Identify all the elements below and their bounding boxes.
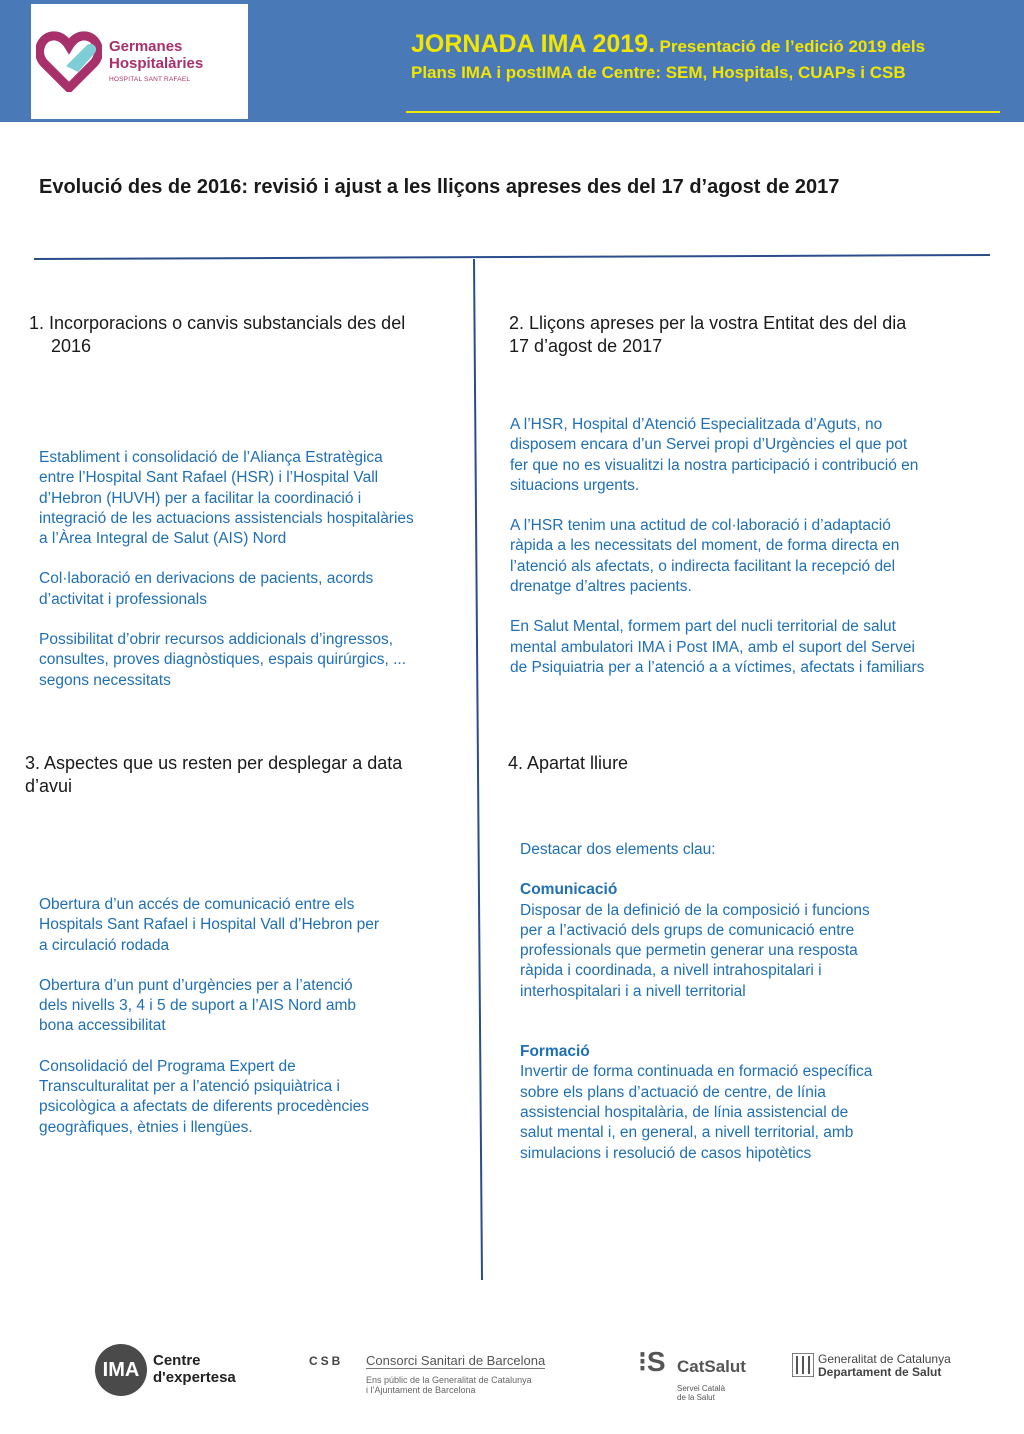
s4-intro: Destacar dos elements clau: — [520, 841, 716, 858]
csb-logo: CSB — [309, 1354, 344, 1368]
s4-comunicacio: Comunicació Disposar de la definició de la composició i funcions per a l’activació dels grups de comunicació entre professionals que permetin generar una resposta ràpida i coordinada, a nivell intrahospitalari i interhospitalari i a nivell territorial — [520, 881, 870, 1000]
section-2-body — [510, 415, 1010, 698]
section-1-body — [39, 448, 469, 711]
header-title: JORNADA IMA 2019. Presentació de l’edició 2019 dels — [411, 30, 926, 58]
s2-paragraph-1: A l’HSR, Hospital d’Atenció Especialitzada d’Aguts, no disposem encara d’un Servei propi d’Urgències el que pot fer que no es visualitzi la nostra participació i contribució en situacions urgents. — [510, 416, 919, 494]
header-title-line2: Plans IMA i postIMA de Centre: SEM, Hospitals, CUAPs i CSB — [411, 63, 906, 82]
s3-paragraph-2: Obertura d’un punt d’urgències per a l’atenció dels nivells 3, 4 i 5 de suport a l’AIS Nord amb bona accessibilitat — [39, 976, 357, 1035]
vertical-divider — [474, 259, 482, 1280]
catsalut-icon: ⁝S — [638, 1346, 666, 1377]
section-3-heading: 3. Aspectes que us resten per desplegar a data d’avui — [25, 753, 403, 796]
page-subtitle: Evolució des de 2016: revisió i ajust a les lliçons apreses des del 17 d’agost de 2017 — [39, 176, 840, 198]
horizontal-divider — [34, 255, 990, 259]
s4-formacio: Formació Invertir de forma continuada en formació específica sobre els plans d’actuació de centre, de línia assistencial hospitalària, de línia assistencial de salut mental i, en general, a nivell territorial, amb simulacions i resolució de casos hipotètics — [520, 1043, 873, 1162]
generalitat-emblem-icon — [792, 1353, 814, 1377]
s1-paragraph-2: Col·laboració en derivacions de pacients, acords d’activitat i professionals — [39, 570, 374, 608]
s1-paragraph-3: Possibilitat d’obrir recursos addicionals d’ingressos, consultes, proves diagnòstiques, espais quirúrgics, ... segons necessitats — [39, 631, 407, 689]
s4-formacio-title: Formació — [520, 1043, 590, 1061]
logo-subtitle: HOSPITAL SANT RAFAEL — [109, 76, 191, 83]
s3-paragraph-3: Consolidació del Programa Expert de Transculturalitat per a l’atenció psiquiàtrica i psicològica a afectats de diferents procedències geogràfiques, ètnies i llengües. — [39, 1057, 370, 1136]
s2-paragraph-3: En Salut Mental, formem part del nucli territorial de salut mental ambulatori IMA i Post IMA, amb el suport del Servei de Psiquiatria per a l’atenció a a víctimes, afectats i familiars — [510, 618, 925, 676]
section-4-body — [520, 840, 1000, 1164]
section-3-body — [39, 895, 459, 1158]
s4-comunicacio-title: Comunicació — [520, 881, 618, 899]
catsalut-name: CatSalut — [677, 1357, 746, 1376]
s3-paragraph-1: Obertura d’un accés de comunicació entre els Hospitals Sant Rafael i Hospital Vall d’Hebron per a circulació rodada — [39, 896, 380, 954]
logo-name: Germanes Hospitalàries — [109, 38, 204, 72]
section-2-heading: 2. Lliçons apreses per la vostra Entitat des del dia 17 d’agost de 2017 — [509, 313, 907, 356]
s1-paragraph-1: Establiment i consolidació de l’Aliança Estratègica entre l’Hospital Sant Rafael (HSR) i l’Hospital Vall d’Hebron (HUVH) per a facilitar la coordinació i integració de les actuacions assistencials hospitalàries a l’Àrea Integral de Salut (AIS) Nord — [39, 449, 414, 548]
section-4-heading: 4. Apartat lliure — [508, 753, 629, 773]
ima-logo-text: Centre d'expertesa — [153, 1352, 236, 1386]
section-1-heading: 1. Incorporacions o canvis substancials des del 2016 — [29, 313, 406, 356]
csb-subtitle: Ens públic de la Generalitat de Catalunya i l’Ajuntament de Barcelona — [366, 1375, 532, 1395]
catsalut-subtitle: Servei Català de la Salut — [677, 1384, 726, 1402]
csb-name: Consorci Sanitari de Barcelona — [366, 1353, 546, 1368]
ima-logo: IMA — [95, 1344, 147, 1396]
generalitat-name: Generalitat de Catalunya Departament de Salut — [818, 1352, 951, 1379]
s2-paragraph-2: A l’HSR tenim una actitud de col·laboració i d’adaptació ràpida a les necessitats del moment, de forma directa en l’atenció als afectats, o indirecta facilitant la recepció del drenatge d’altres pacients. — [510, 517, 900, 596]
